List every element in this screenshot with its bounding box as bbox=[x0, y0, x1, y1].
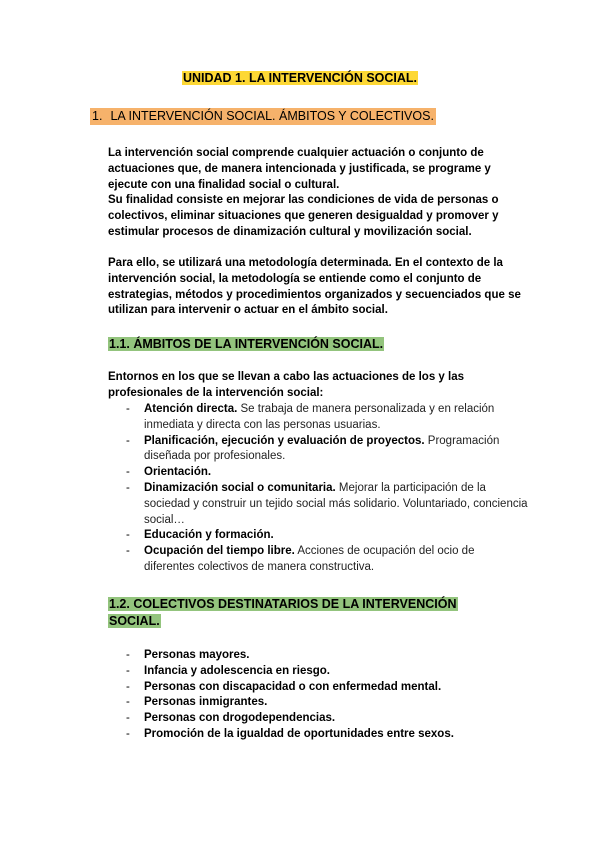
bullet-dash: - bbox=[126, 696, 130, 709]
ambito-term: Educación y formación. bbox=[144, 529, 274, 542]
colectivos-list bbox=[108, 648, 528, 743]
ambito-term: Atención directa. bbox=[144, 403, 238, 415]
bullet-dash: - bbox=[126, 712, 130, 725]
ambito-term: Planificación, ejecución y evaluación de proyectos. bbox=[144, 434, 425, 447]
ambito-item bbox=[108, 544, 528, 576]
bullet-dash: - bbox=[126, 466, 130, 479]
page-title bbox=[0, 70, 600, 86]
ambito-item bbox=[108, 402, 528, 434]
bullet-dash: - bbox=[126, 529, 130, 542]
section12-heading-line1: 1.2. COLECTIVOS DESTINATARIOS DE LA INTERVENCIÓN bbox=[109, 597, 457, 611]
bullet-dash: - bbox=[126, 434, 130, 447]
colectivo-item bbox=[108, 695, 528, 711]
bullet-dash: - bbox=[126, 403, 130, 415]
section1-heading-text: LA INTERVENCIÓN SOCIAL. ÁMBITOS Y COLECTIVOS. bbox=[110, 109, 434, 123]
colectivo-item bbox=[108, 648, 528, 664]
ambitos-list bbox=[108, 402, 528, 576]
bullet-dash: - bbox=[126, 545, 130, 558]
colectivo-text: Personas inmigrantes. bbox=[144, 696, 268, 709]
bullet-dash: - bbox=[126, 664, 130, 677]
colectivo-text: Personas con discapacidad o con enfermedad mental. bbox=[144, 680, 442, 693]
bullet-dash: - bbox=[126, 680, 130, 693]
section12-heading-line2: SOCIAL. bbox=[109, 614, 160, 628]
section1-number: 1. bbox=[92, 109, 103, 123]
colectivo-text: Promoción de la igualdad de oportunidades entre sexos. bbox=[144, 727, 454, 740]
colectivo-text: Infancia y adolescencia en riesgo. bbox=[144, 664, 330, 677]
ambito-item bbox=[108, 434, 528, 466]
section11-heading-text: 1.1. ÁMBITOS DE LA INTERVENCIÓN SOCIAL. bbox=[109, 337, 384, 351]
bullet-dash: - bbox=[126, 727, 130, 740]
ambito-item bbox=[108, 528, 528, 544]
section1-paragraph1: La intervención social comprende cualquier actuación o conjunto de actuaciones que, de manera intencionada y justificada, se programe y ejecute con una finalidad social o cultural. bbox=[108, 147, 491, 191]
colectivo-text: Personas mayores. bbox=[144, 649, 250, 661]
ambito-term: Ocupación del tiempo libre. bbox=[144, 545, 295, 558]
section11-intro: Entornos en los que se llevan a cabo las actuaciones de los y las profesionales de la intervención social: bbox=[108, 371, 464, 399]
section11-heading bbox=[108, 336, 384, 353]
section1-paragraph2: Su finalidad consiste en mejorar las condiciones de vida de personas o colectivos, eliminar situaciones que generen desigualdad y promover y estimular procesos de dinamización cultural y movilización social. bbox=[108, 194, 499, 238]
ambito-term: Orientación. bbox=[144, 466, 212, 479]
ambito-description: Programación diseñada por profesionales. bbox=[144, 434, 500, 463]
section1-heading bbox=[90, 108, 436, 125]
ambito-description: Se trabaja de manera personalizada y en relación inmediata y directa con las personas usuarias. bbox=[144, 403, 495, 431]
section1-paragraph3: Para ello, se utilizará una metodología determinada. En el contexto de la intervención social, la metodología se entiende como el conjunto de estrategias, métodos y procedimientos organizados y secuenciados que se utilizan para intervenir o actuar en el ámbito social. bbox=[108, 257, 521, 317]
colectivo-text: Personas con drogodependencias. bbox=[144, 712, 336, 725]
colectivo-item bbox=[108, 727, 528, 743]
page-title-text: UNIDAD 1. LA INTERVENCIÓN SOCIAL. bbox=[182, 71, 418, 85]
colectivo-item bbox=[108, 711, 528, 727]
ambito-item bbox=[108, 481, 528, 528]
colectivo-item bbox=[108, 664, 528, 680]
ambito-item bbox=[108, 465, 528, 481]
bullet-dash: - bbox=[126, 649, 130, 661]
bullet-dash: - bbox=[126, 481, 130, 494]
section12-heading bbox=[108, 596, 458, 630]
colectivo-item bbox=[108, 680, 528, 696]
ambito-term: Dinamización social o comunitaria. bbox=[144, 481, 336, 494]
ambito-description: Mejorar la participación de la sociedad y construir un tejido social más solidario. Voluntariado, conciencia social… bbox=[144, 481, 528, 526]
ambito-description: Acciones de ocupación del ocio de diferentes colectivos de manera constructiva. bbox=[144, 545, 475, 573]
